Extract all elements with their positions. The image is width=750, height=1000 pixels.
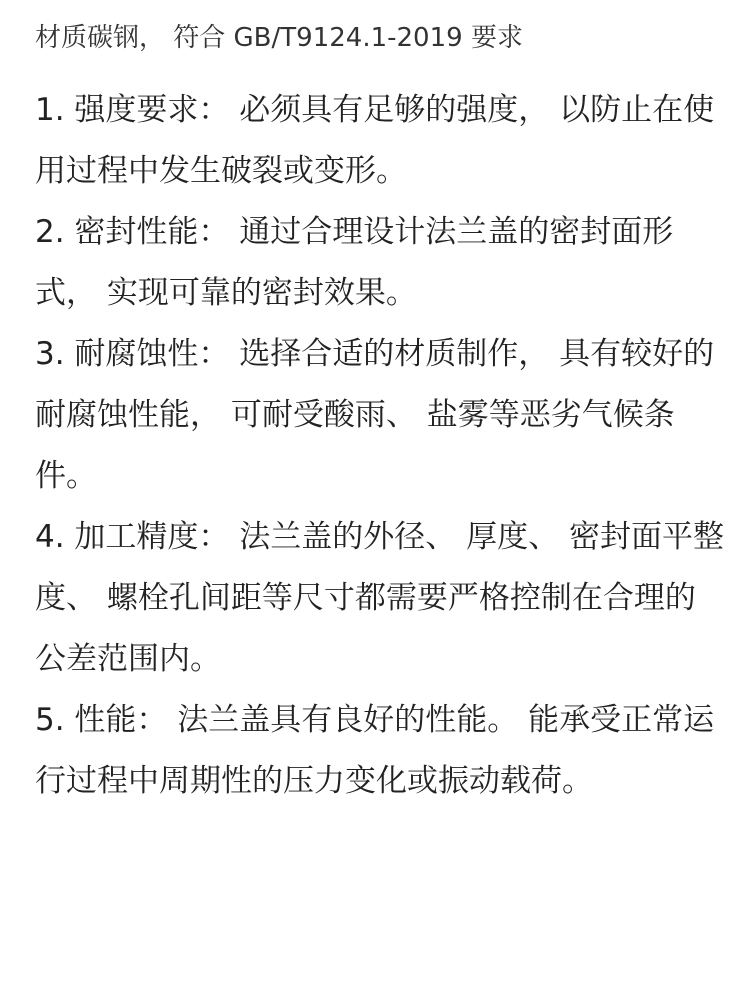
- requirement-performance: 5. 性能： 法兰盖具有良好的性能。 能承受正常运行过程中周期性的压力变化或振动载荷。: [35, 702, 715, 799]
- material-standard-line: 材质碳钢， 符合 GB/T9124.1-2019 要求: [35, 23, 523, 53]
- requirements-list: [35, 80, 725, 812]
- requirement-sealing: 2. 密封性能： 通过合理设计法兰盖的密封面形式， 实现可靠的密封效果。: [35, 214, 674, 311]
- requirement-precision: 4. 加工精度： 法兰盖的外径、 厚度、 密封面平整度、 螺栓孔间距等尺寸都需要严格控制在合理的公差范围内。: [35, 519, 724, 677]
- requirement-strength: 1. 强度要求： 必须具有足够的强度， 以防止在使用过程中发生破裂或变形。: [35, 92, 715, 189]
- requirement-corrosion: 3. 耐腐蚀性： 选择合适的材质制作， 具有较好的耐腐蚀性能， 可耐受酸雨、 盐雾等恶劣气候条件。: [35, 336, 715, 494]
